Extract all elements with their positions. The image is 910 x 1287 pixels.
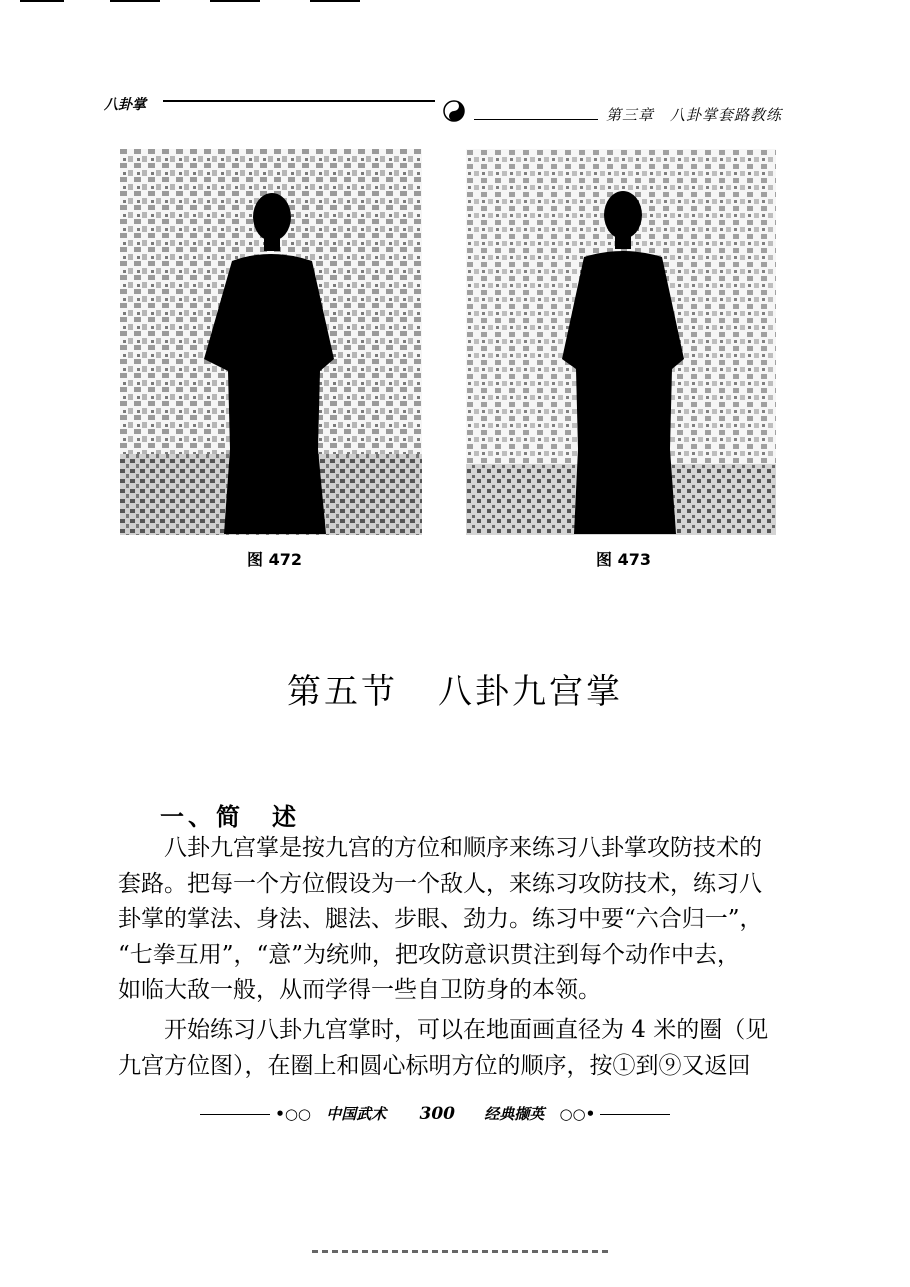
scan-artifact: [312, 1250, 612, 1253]
header-rule: [163, 100, 435, 102]
footer-ornament: ○○•: [559, 1105, 596, 1123]
photo-figure-473: [466, 149, 776, 535]
paragraph-line: 开始练习八卦九宫掌时，可以在地面画直径为 4 米的圈（见: [164, 1017, 769, 1043]
section-number: 第五节: [287, 672, 398, 712]
page-footer: [200, 1103, 670, 1124]
section-name: 八卦九宫掌: [438, 672, 623, 712]
photo-figure-472: [120, 149, 422, 535]
header-book-title: 八卦掌: [104, 97, 146, 113]
footer-ornament: •○○: [275, 1105, 311, 1123]
footer-rule: [600, 1114, 670, 1115]
footer-rule: [200, 1114, 270, 1115]
figure-caption: 图 473: [596, 550, 651, 569]
paragraph-line: 套路。把每一个方位假设为一个敌人，来练习攻防技术，练习八: [118, 870, 762, 897]
subsection-heading: 一、简 述: [160, 803, 300, 831]
section-title: [0, 664, 910, 713]
scan-mark: [210, 0, 260, 2]
paragraph: [118, 831, 808, 1009]
paragraph-line: 八卦九宫掌是按九宫的方位和顺序来练习八卦掌攻防技术的: [164, 835, 762, 861]
header-chapter: 第三章 八卦掌套路教练: [606, 106, 783, 124]
header-rule: [474, 119, 598, 120]
footer-collection: 经典撷英: [484, 1105, 545, 1123]
scan-mark: [310, 0, 360, 2]
page-number: 300: [419, 1104, 455, 1124]
paragraph-line: “七拳互用”，“意”为统帅，把攻防意识贯注到每个动作中去，: [118, 941, 741, 968]
paragraph-line: 九宫方位图），在圈上和圆心标明方位的顺序，按①到⑨又返回: [118, 1052, 751, 1079]
yin-yang-icon: [443, 100, 465, 122]
footer-series: 中国武术: [326, 1105, 387, 1123]
figure-caption: 图 472: [247, 550, 302, 569]
paragraph-line: 如临大敌一般，从而学得一些自卫防身的本领。: [118, 977, 601, 1003]
paragraph-line: 卦掌的掌法、身法、腿法、步眼、劲力。练习中要“六合归一”，: [118, 906, 763, 932]
paragraph: [118, 1013, 808, 1084]
scan-mark: [110, 0, 160, 2]
scan-mark: [20, 0, 64, 2]
